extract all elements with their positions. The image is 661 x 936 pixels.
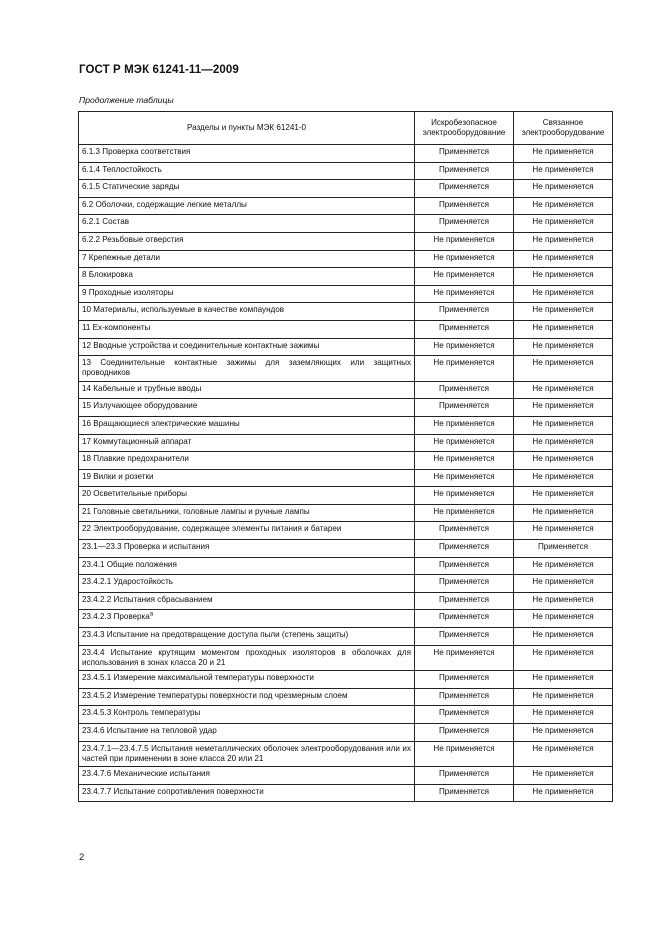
associated-cell: Не применяется (514, 688, 613, 706)
clause-cell (79, 741, 415, 767)
clause-cell (79, 645, 415, 671)
clause-cell (79, 399, 415, 417)
table-row (79, 250, 613, 268)
clause-cell (79, 724, 415, 742)
associated-cell: Не применяется (514, 557, 613, 575)
intrinsic-safe-cell: Применяется (415, 688, 514, 706)
clause-text: 19 Вилки и розетки (82, 471, 154, 481)
page-number: 2 (79, 852, 85, 863)
clause-cell (79, 356, 415, 382)
intrinsic-safe-cell: Применяется (415, 162, 514, 180)
associated-cell: Не применяется (514, 671, 613, 689)
intrinsic-safe-cell: Не применяется (415, 338, 514, 356)
associated-cell: Не применяется (514, 504, 613, 522)
clause-cell (79, 540, 415, 558)
associated-cell: Не применяется (514, 338, 613, 356)
intrinsic-safe-cell: Не применяется (415, 268, 514, 286)
intrinsic-safe-cell: Не применяется (415, 452, 514, 470)
table-row (79, 628, 613, 646)
clause-text: 14 Кабельные и трубные вводы (82, 383, 202, 393)
clause-text: 8 Блокировка (82, 270, 133, 280)
clause-text: 6.2.2 Резьбовые отверстия (82, 234, 184, 244)
table-row (79, 162, 613, 180)
clause-cell (79, 232, 415, 250)
associated-cell: Не применяется (514, 232, 613, 250)
clause-text: 23.4.5.2 Измерение температуры поверхности под чрезмерным слоем (82, 690, 348, 700)
intrinsic-safe-cell: Применяется (415, 145, 514, 163)
table-row (79, 610, 613, 628)
clause-text: 16 Вращающиеся электрические машины (82, 418, 240, 428)
table-row (79, 381, 613, 399)
associated-cell: Не применяется (514, 784, 613, 802)
clause-cell (79, 688, 415, 706)
associated-cell: Не применяется (514, 320, 613, 338)
clause-text: 23.4.7.6 Механические испытания (82, 769, 210, 779)
clause-cell (79, 381, 415, 399)
clause-text: 23.1—23.3 Проверка и испытания (82, 542, 210, 552)
clause-cell (79, 320, 415, 338)
associated-cell: Не применяется (514, 592, 613, 610)
clause-cell (79, 628, 415, 646)
associated-cell: Не применяется (514, 268, 613, 286)
table-header-row (79, 112, 613, 145)
associated-cell: Не применяется (514, 487, 613, 505)
clause-cell (79, 338, 415, 356)
associated-cell: Не применяется (514, 303, 613, 321)
clause-text: 23.4.2.2 Испытания сбрасыванием (82, 594, 213, 604)
table-row (79, 303, 613, 321)
associated-cell: Не применяется (514, 250, 613, 268)
associated-cell: Не применяется (514, 285, 613, 303)
table-row (79, 399, 613, 417)
clause-text: 10 Материалы, используемые в качестве компаундов (82, 305, 285, 315)
intrinsic-safe-cell: Применяется (415, 320, 514, 338)
clause-cell (79, 610, 415, 628)
clause-text: 22 Электрооборудование, содержащее элементы питания и батареи (82, 524, 342, 534)
table-row (79, 320, 613, 338)
associated-cell: Не применяется (514, 215, 613, 233)
clause-cell (79, 504, 415, 522)
associated-cell: Не применяется (514, 706, 613, 724)
clause-cell (79, 767, 415, 785)
clause-text: 6.1.4 Теплостойкость (82, 164, 162, 174)
associated-cell: Не применяется (514, 741, 613, 767)
table-row (79, 215, 613, 233)
clause-cell (79, 557, 415, 575)
associated-cell: Не применяется (514, 469, 613, 487)
associated-cell: Не применяется (514, 610, 613, 628)
intrinsic-safe-cell: Применяется (415, 522, 514, 540)
clause-cell (79, 215, 415, 233)
intrinsic-safe-cell: Не применяется (415, 250, 514, 268)
associated-cell: Не применяется (514, 162, 613, 180)
intrinsic-safe-cell: Не применяется (415, 487, 514, 505)
column-header-associated: Связанное электрооборудование (514, 112, 613, 145)
intrinsic-safe-cell: Применяется (415, 610, 514, 628)
intrinsic-safe-cell: Применяется (415, 540, 514, 558)
clause-cell (79, 434, 415, 452)
column-header-clauses: Разделы и пункты МЭК 61241-0 (79, 112, 415, 145)
intrinsic-safe-cell: Применяется (415, 784, 514, 802)
clauses-table (78, 111, 613, 802)
intrinsic-safe-cell: Не применяется (415, 285, 514, 303)
table-row (79, 592, 613, 610)
clause-cell (79, 592, 415, 610)
clause-cell (79, 145, 415, 163)
associated-cell: Не применяется (514, 145, 613, 163)
clause-text: 23.4.2.3 Проверка (82, 612, 150, 622)
intrinsic-safe-cell: Применяется (415, 303, 514, 321)
table-row (79, 416, 613, 434)
clause-text: 20 Осветительные приборы (82, 489, 187, 499)
intrinsic-safe-cell: Применяется (415, 197, 514, 215)
clause-text: 23.4.7.1—23.4.7.5 Испытания неметаллических оболочек электрооборудования или их частей при применении в зоне класса 20 или 21 (82, 743, 411, 763)
table-row (79, 706, 613, 724)
table-row (79, 645, 613, 671)
intrinsic-safe-cell: Не применяется (415, 232, 514, 250)
table-row (79, 145, 613, 163)
clause-cell (79, 575, 415, 593)
table-row (79, 522, 613, 540)
clause-text: 6.2.1 Состав (82, 217, 130, 227)
clause-text: 13 Соединительные контактные зажимы для заземляющих или защитных проводников (82, 358, 411, 378)
clause-text: 23.4.1 Общие положения (82, 559, 177, 569)
table-row (79, 688, 613, 706)
clause-text: 23.4.4 Испытание крутящим моментом проходных изоляторов в оболочках для использования в зонах класса 20 и 21 (82, 647, 411, 667)
clause-cell (79, 162, 415, 180)
intrinsic-safe-cell: Не применяется (415, 416, 514, 434)
table-row (79, 784, 613, 802)
associated-cell: Не применяется (514, 434, 613, 452)
clause-text: 23.4.5.3 Контроль температуры (82, 708, 201, 718)
clause-text: 23.4.7.7 Испытание сопротивления поверхности (82, 786, 264, 796)
table-row (79, 232, 613, 250)
document-title: ГОСТ Р МЭК 61241-11—2009 (79, 64, 239, 76)
intrinsic-safe-cell: Не применяется (415, 469, 514, 487)
clause-cell (79, 250, 415, 268)
intrinsic-safe-cell: Применяется (415, 215, 514, 233)
clause-cell (79, 268, 415, 286)
table-row (79, 487, 613, 505)
associated-cell: Применяется (514, 540, 613, 558)
intrinsic-safe-cell: Применяется (415, 724, 514, 742)
table-row (79, 180, 613, 198)
associated-cell: Не применяется (514, 522, 613, 540)
intrinsic-safe-cell: Не применяется (415, 356, 514, 382)
intrinsic-safe-cell: Не применяется (415, 504, 514, 522)
clause-text: 11 Ex-компоненты (82, 322, 151, 332)
table-row (79, 767, 613, 785)
intrinsic-safe-cell: Применяется (415, 399, 514, 417)
intrinsic-safe-cell: Применяется (415, 180, 514, 198)
associated-cell: Не применяется (514, 575, 613, 593)
clause-text: 6.1.3 Проверка соответствия (82, 147, 191, 156)
clause-cell (79, 416, 415, 434)
associated-cell: Не применяется (514, 381, 613, 399)
clause-text: 12 Вводные устройства и соединительные контактные зажимы (82, 340, 320, 350)
associated-cell: Не применяется (514, 645, 613, 671)
associated-cell: Не применяется (514, 452, 613, 470)
clause-text: 17 Коммутационный аппарат (82, 436, 192, 446)
clause-text: 18 Плавкие предохранители (82, 454, 189, 464)
table-row (79, 356, 613, 382)
clause-text: 9 Проходные изоляторы (82, 287, 174, 297)
intrinsic-safe-cell: Применяется (415, 628, 514, 646)
intrinsic-safe-cell: Применяется (415, 767, 514, 785)
table-row (79, 575, 613, 593)
associated-cell: Не применяется (514, 416, 613, 434)
clause-text: 23.4.3 Испытание на предотвращение доступа пыли (степень защиты) (82, 630, 349, 640)
table-row (79, 434, 613, 452)
clause-text: 7 Крепежные детали (82, 252, 161, 262)
intrinsic-safe-cell: Применяется (415, 557, 514, 575)
table-caption: Продолжение таблицы (79, 95, 174, 105)
clause-cell (79, 706, 415, 724)
clause-cell (79, 452, 415, 470)
clause-cell (79, 469, 415, 487)
clause-cell (79, 180, 415, 198)
associated-cell: Не применяется (514, 628, 613, 646)
intrinsic-safe-cell: Применяется (415, 575, 514, 593)
clause-text: 6.2 Оболочки, содержащие легкие металлы (82, 199, 247, 209)
associated-cell: Не применяется (514, 767, 613, 785)
clause-cell (79, 303, 415, 321)
clause-cell (79, 671, 415, 689)
associated-cell: Не применяется (514, 399, 613, 417)
table-row (79, 504, 613, 522)
table-row (79, 197, 613, 215)
clause-text: 6.1.5 Статические заряды (82, 182, 180, 192)
associated-cell: Не применяется (514, 356, 613, 382)
associated-cell: Не применяется (514, 197, 613, 215)
clause-text: 23.4.5.1 Измерение максимальной температуры поверхности (82, 673, 314, 683)
clause-cell (79, 784, 415, 802)
associated-cell: Не применяется (514, 180, 613, 198)
clause-text: 15 Излучающее оборудование (82, 401, 198, 411)
intrinsic-safe-cell: Применяется (415, 592, 514, 610)
table-row (79, 469, 613, 487)
table-row (79, 540, 613, 558)
column-header-intrinsically-safe: Искробезопасное электрооборудование (415, 112, 514, 145)
clause-cell (79, 285, 415, 303)
clause-cell (79, 197, 415, 215)
table-row (79, 452, 613, 470)
table-row (79, 671, 613, 689)
intrinsic-safe-cell: Применяется (415, 706, 514, 724)
table-row (79, 741, 613, 767)
table-row (79, 338, 613, 356)
clause-text: 21 Головные светильники, головные лампы и ручные лампы (82, 506, 310, 516)
table-row (79, 285, 613, 303)
intrinsic-safe-cell: Применяется (415, 671, 514, 689)
intrinsic-safe-cell: Не применяется (415, 645, 514, 671)
footnote-marker: a (149, 611, 154, 618)
associated-cell: Не применяется (514, 724, 613, 742)
clause-text: 23.4.6 Испытание на тепловой удар (82, 726, 217, 735)
intrinsic-safe-cell: Не применяется (415, 434, 514, 452)
intrinsic-safe-cell: Применяется (415, 381, 514, 399)
clause-text: 23.4.2.1 Ударостойкость (82, 577, 174, 587)
table-row (79, 557, 613, 575)
table-row (79, 268, 613, 286)
intrinsic-safe-cell: Не применяется (415, 741, 514, 767)
table-row (79, 724, 613, 742)
clause-cell (79, 522, 415, 540)
clause-cell (79, 487, 415, 505)
